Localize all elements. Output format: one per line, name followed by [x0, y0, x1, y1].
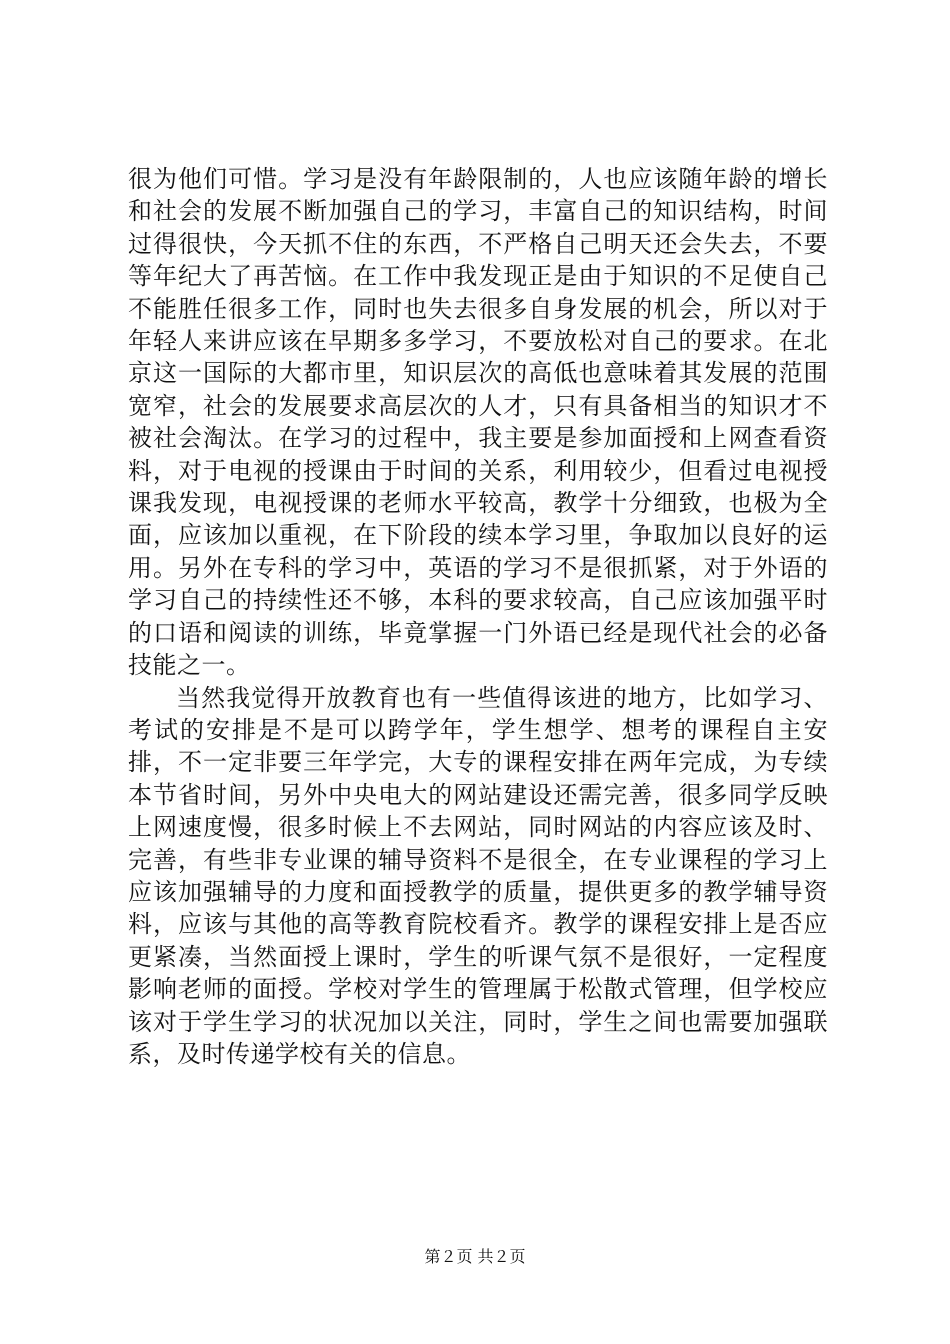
paragraph-continued: 很为他们可惜。学习是没有年龄限制的，人也应该随年龄的增长和社会的发展不断加强自己的学习，丰富自己的知识结构，时间过得很快，今天抓不住的东西，不严格自己明天还会失去，不要等年纪大了再苦恼。在工作中我发现正是由于知识的不足使自己不能胜任很多工作，同时也失去很多自身发展的机会，所以对于年轻人来讲应该在早期多多学习，不要放松对自己的要求。在北京这一国际的大都市里，知识层次的高低也意味着其发展的范围宽窄，社会的发展要求高层次的人才，只有具备相当的知识才不被社会淘汰。在学习的过程中，我主要是参加面授和上网查看资料，对于电视的授课由于时间的关系，利用较少，但看过电视授课我发现，电视授课的老师水平较高，教学十分细致，也极为全面，应该加以重视，在下阶段的续本学习里，争取加以良好的运用。另外在专科的学习中，英语的学习不是很抓紧，对于外语的学习自己的持续性还不够，本科的要求较高，自己应该加强平时的口语和阅读的训练，毕竟掌握一门外语已经是现代社会的必备技能之一。: [128, 165, 828, 680]
paragraph-open-education-suggestions: 当然我觉得开放教育也有一些值得该进的地方，比如学习、考试的安排是不是可以跨学年，学生想学、想考的课程自主安排，不一定非要三年学完，大专的课程安排在两年完成，为专续本节省时间，另外中央电大的网站建设还需完善，很多同学反映上网速度慢，很多时候上不去网站，同时网站的内容应该及时、完善，有些非专业课的辅导资料不是很全，在专业课程的学习上应该加强辅导的力度和面授教学的质量，提供更多的教学辅导资料，应该与其他的高等教育院校看齐。教学的课程安排上是否应更紧凑，当然面授上课时，学生的听课气氛不是很好，一定程度影响老师的面授。学校对学生的管理属于松散式管理，但学校应该对于学生学习的状况加以关注，同时，学生之间也需要加强联系，及时传递学校有关的信息。: [128, 683, 828, 1068]
document-body: [128, 163, 828, 1070]
page-number-footer: 第２页 共２页: [424, 1247, 526, 1266]
